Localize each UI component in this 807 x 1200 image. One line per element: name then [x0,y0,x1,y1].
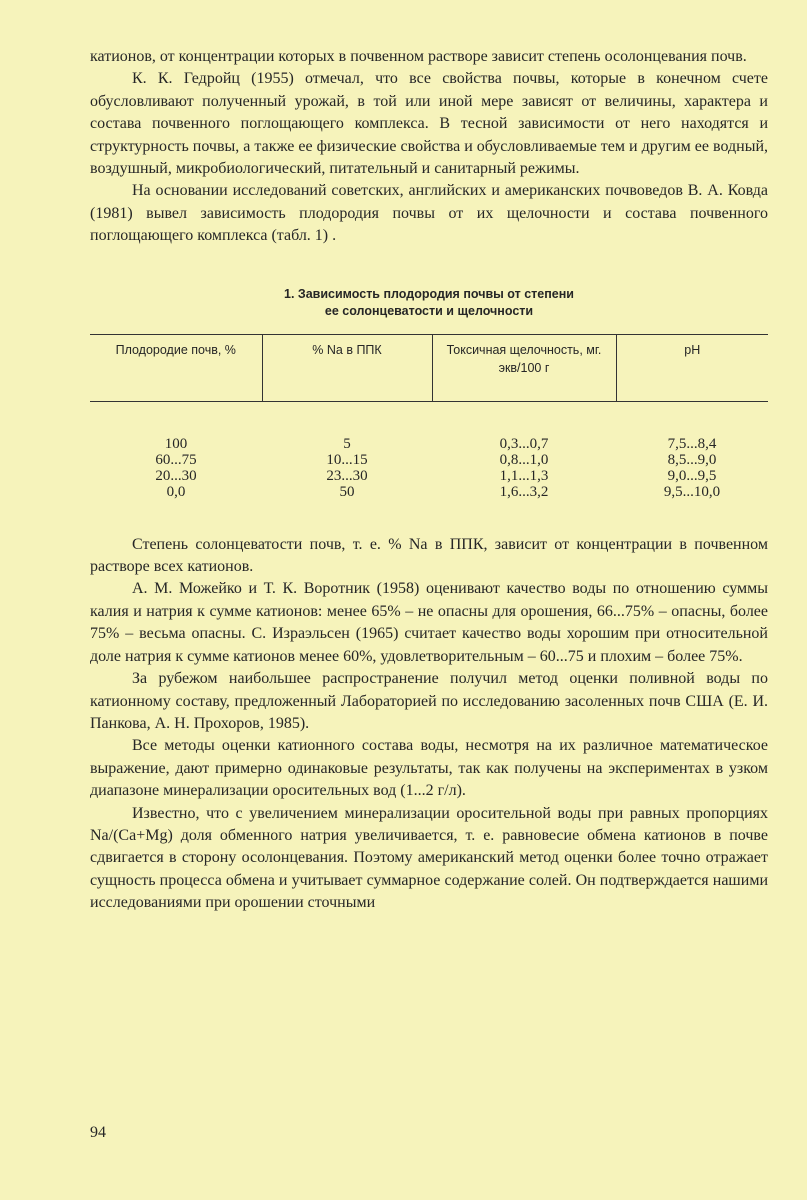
paragraph-continuation: катионов, от концентрации которых в почвенном растворе зависит степень осолонцевания почв. [90,48,747,65]
table-caption-line-2: ее солонцеватости и щелочности [324,303,534,318]
table-cell: 1,6...3,2 [499,483,549,500]
table-cell: 100 [164,435,188,452]
page-content [90,46,768,915]
page-number: 94 [90,1124,106,1141]
table-cell: 20...30 [155,467,197,484]
table-cell: 1,1...1,3 [499,467,549,484]
table-cell: 50 [339,483,355,500]
table-cell: 10...15 [326,451,368,468]
header-na-ppk: % Na в ППК [262,334,432,401]
table-row [90,468,768,484]
table-cell: 0,3...0,7 [499,435,549,452]
fertility-table [90,334,768,500]
table-cell: 0,8...1,0 [499,451,549,468]
table-cell: 60...75 [155,451,197,468]
table-cell: 23...30 [326,467,368,484]
header-toxic-alkalinity: Токсичная щелочность, мг. экв/100 г [432,334,616,401]
paragraph-mozheiko: А. М. Можейко и Т. К. Воротник (1958) оценивают качество воды по отношению суммы калия и натрия к сумме катионов: менее 65% – не опасны для орошения, 66...75% – опасны, более 75% – весьма опасны. С. Израэльсен (1965) считает качество воды хорошим при относительной доле натрия к сумме катионов менее 60%, удовлетворительным – 60...75 и плохим – более 75%. [90,580,768,665]
paragraph-all-methods: Все методы оценки катионного состава воды, несмотря на их различное математическое выражение, дают примерно одинаковые результаты, так как получены на экспериментах в узком диапазоне минерализации оросительных вод (1...2 г/л). [90,737,768,800]
table-caption-line-1: 1. Зависимость плодородия почвы от степени [284,286,574,301]
table-caption [90,286,768,320]
table-row [90,452,768,468]
table-header-row [90,334,768,401]
table-cell: 5 [343,435,351,452]
paragraph-gedroits: К. К. Гедройц (1955) отмечал, что все свойства почвы, которые в конечном счете обусловливают полученный урожай, в той или иной мере зависят от величины, характера и состава почвенного поглощающего комплекса. В тесной зависимости от него находятся и структурность почвы, а также ее физические свойства и обусловливаемые тем и другим ее водный, воздушный, микробиологический, питательный и санитарный режимы. [90,70,768,178]
table-cell: 0,0 [166,483,186,500]
paragraph-mineralization: Известно, что с увеличением минерализации оросительной воды при равных пропорциях Na/(Ca+Mg) доля обменного натрия увеличивается, т. е. равновесие обмена катионов в почве сдвигается в сторону осолонцевания. Поэтому американский метод оценки более точно отражает сущность процесса обмена и учитывает суммарное содержание солей. Он подтверждается нашими исследованиями при орошении сточными [90,804,768,912]
table-cell: 9,5...10,0 [663,483,721,500]
paragraph-foreign-method: За рубежом наибольшее распространение получил метод оценки поливной воды по катионному составу, предложенный Лабораторией по исследованию засоленных почв США (Е. И. Панкова, А. Н. Прохоров, 1985). [90,670,768,732]
table-cell: 7,5...8,4 [667,435,717,452]
table-row [90,401,768,452]
table-row [90,484,768,500]
table-cell: 8,5...9,0 [667,451,717,468]
header-ph: pH [616,334,768,401]
paragraph-kovda: На основании исследований советских, английских и американских почвоведов В. А. Ковда (1981) вывел зависимость плодородия почвы от их щелочности и состава почвенного поглощающего комплекса (табл. 1) . [90,182,768,245]
header-fertility: Плодородие почв, % [90,334,262,401]
paragraph-solonetz-degree: Степень солонцеватости почв, т. е. % Na в ППК, зависит от концентрации в почвенном растворе всех катионов. [90,535,768,576]
table-cell: 9,0...9,5 [667,467,717,484]
